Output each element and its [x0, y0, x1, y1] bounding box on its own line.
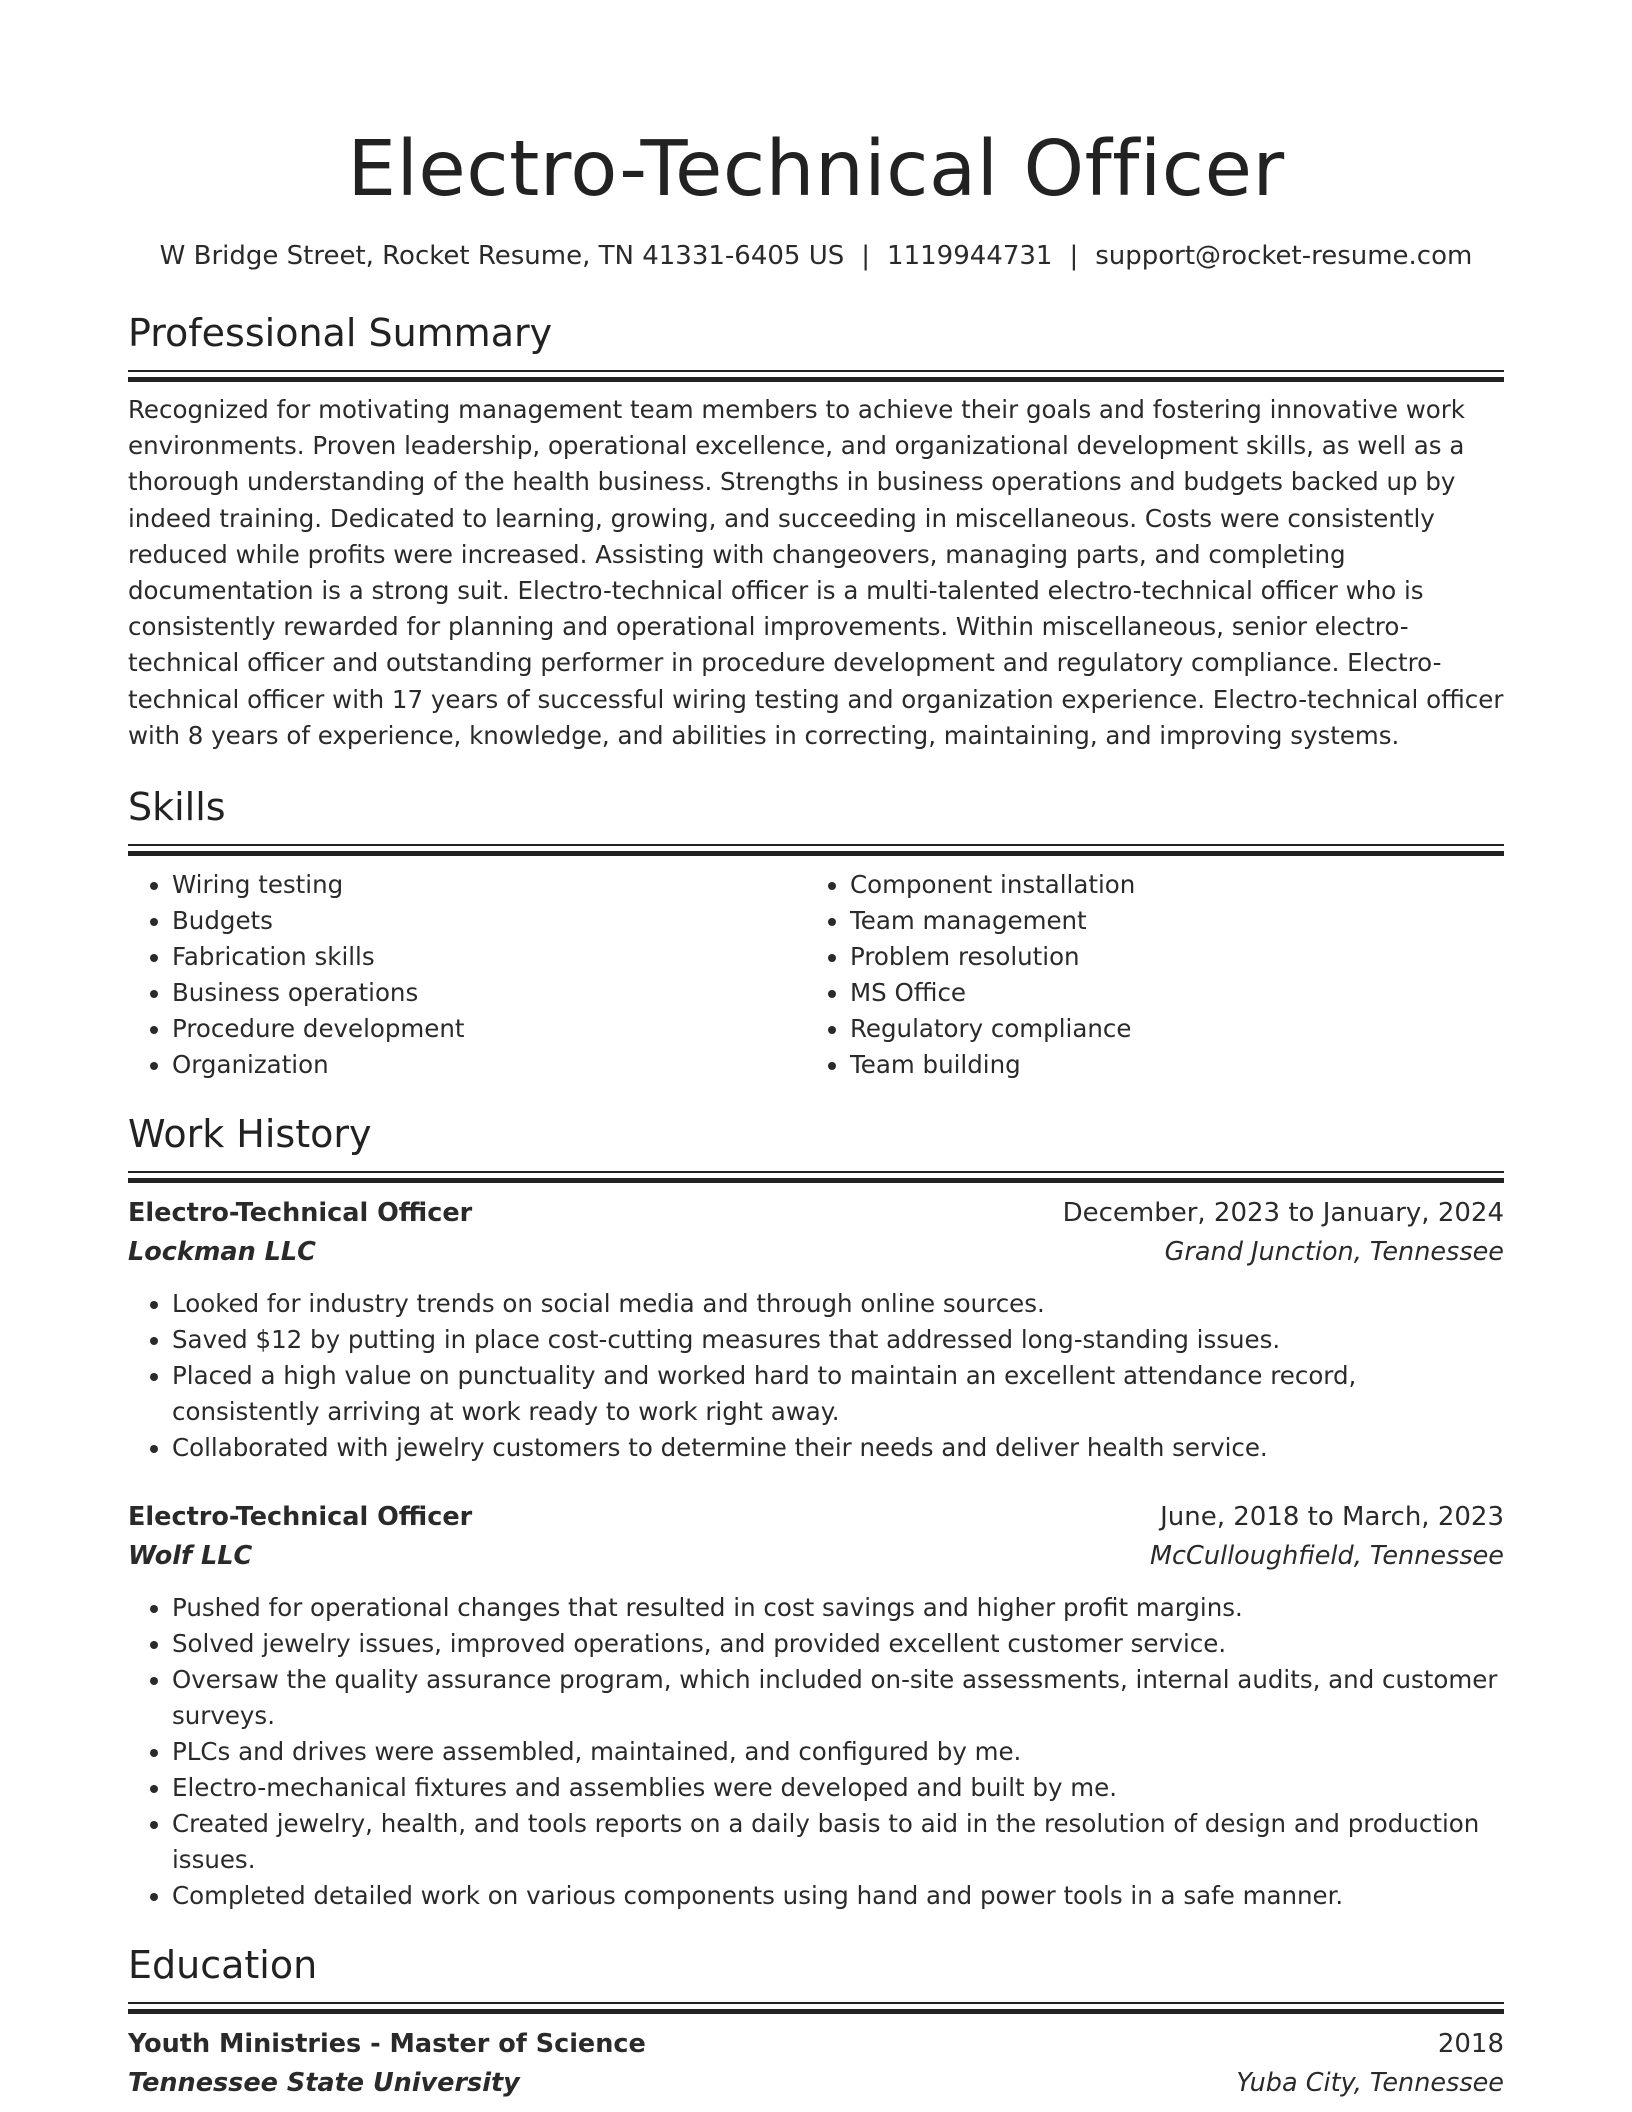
summary-section: [128, 310, 1504, 754]
job-entry: [128, 1194, 1504, 1466]
job-entry: [128, 1498, 1504, 1914]
contact-separator: |: [861, 241, 871, 271]
job-bullet: • Solved jewelry issues, improved operations, and provided excellent customer service.: [172, 1626, 1504, 1662]
job-bullet: • Completed detailed work on various components using hand and power tools in a safe manner.: [172, 1878, 1504, 1914]
skill-item: • Budgets: [172, 903, 806, 939]
job-subheader: [128, 1536, 1504, 1576]
skills-section: [128, 784, 1504, 1083]
contact-separator: |: [1069, 241, 1079, 271]
job-bullets: [128, 1286, 1504, 1466]
job-dates: December, 2023 to January, 2024: [1062, 1198, 1504, 1229]
skill-item: • Procedure development: [172, 1011, 806, 1047]
section-title-work: Work History: [128, 1112, 372, 1157]
skill-item: • Component installation: [850, 867, 1484, 903]
job-bullet: • Oversaw the quality assurance program, which included on-site assessments, internal audits, and customer surveys.: [172, 1662, 1504, 1734]
skills-column-right: [806, 867, 1484, 1083]
contact-phone: 1119944731: [887, 241, 1053, 271]
job-bullet: • Pushed for operational changes that resulted in cost savings and higher profit margins.: [172, 1590, 1504, 1626]
education-header: [128, 2025, 1504, 2063]
education-school: Tennessee State University: [128, 2068, 520, 2099]
job-header: [128, 1194, 1504, 1232]
job-bullet: • Collaborated with jewelry customers to determine their needs and deliver health service.: [172, 1430, 1504, 1466]
job-bullet: • PLCs and drives were assembled, maintained, and configured by me.: [172, 1734, 1504, 1770]
job-location: Grand Junction, Tennessee: [1164, 1237, 1504, 1268]
job-header: [128, 1498, 1504, 1536]
job-subheader: [128, 1232, 1504, 1272]
summary-text: Recognized for motivating management team members to achieve their goals and fostering innovative work environments. Proven leadership, operational excellence, and organizational development skills, as well as a thorough understanding of the health business. Strengths in business operations and budgets backed up by indeed training. Dedicated to learning, growing, and succeeding in miscellaneous. Costs were consistently reduced while profits were increased. Assisting with changeovers, managing parts, and completing documentation is a strong suit. Electro-technical officer is a multi-talented electro-technical officer who is consistently rewarded for planning and operational improvements. Within miscellaneous, senior electro-technical officer and outstanding performer in procedure development and regulatory compliance. Electro-technical officer with 17 years of successful wiring testing and organization experience. Electro-technical officer with 8 years of experience, knowledge, and abilities in correcting, maintaining, and improving systems.: [128, 395, 1504, 750]
skill-item: • Regulatory compliance: [850, 1011, 1484, 1047]
section-divider: [128, 370, 1504, 380]
job-title: Electro-Technical Officer: [128, 1198, 473, 1229]
job-bullet: • Saved $12 by putting in place cost-cutting measures that addressed long-standing issues.: [172, 1322, 1504, 1358]
work-section: [128, 1111, 1504, 1914]
job-bullet: • Placed a high value on punctuality and worked hard to maintain an excellent attendance record, consistently arriving at work ready to work right away.: [172, 1358, 1504, 1430]
skill-item: • Team management: [850, 903, 1484, 939]
job-bullet: • Electro-mechanical fixtures and assemblies were developed and built by me.: [172, 1770, 1504, 1806]
education-year: 2018: [1437, 2029, 1504, 2060]
contact-line: [128, 238, 1504, 274]
job-company: Lockman LLC: [128, 1237, 316, 1268]
section-divider: [128, 844, 1504, 854]
skill-item: • MS Office: [850, 975, 1484, 1011]
skills-column-left: [128, 867, 806, 1083]
section-divider: [128, 1171, 1504, 1181]
skill-item: • Problem resolution: [850, 939, 1484, 975]
education-section: [128, 1942, 1504, 2103]
skill-item: • Business operations: [172, 975, 806, 1011]
job-location: McCulloughfield, Tennessee: [1150, 1541, 1504, 1572]
resume-page: [128, 0, 1504, 2103]
job-bullet: • Created jewelry, health, and tools reports on a daily basis to aid in the resolution of design and production issues.: [172, 1806, 1504, 1878]
job-bullet: • Looked for industry trends on social media and through online sources.: [172, 1286, 1504, 1322]
education-subheader: [128, 2063, 1504, 2103]
section-title-summary: Professional Summary: [128, 311, 553, 355]
skill-item: • Organization: [172, 1047, 806, 1083]
education-location: Yuba City, Tennessee: [1236, 2068, 1504, 2099]
skill-item: • Wiring testing: [172, 867, 806, 903]
contact-address: W Bridge Street, Rocket Resume, TN 41331-6405 US: [159, 241, 845, 271]
skills-list-left: [128, 867, 806, 1083]
skill-item: • Team building: [850, 1047, 1484, 1083]
section-title-skills: Skills: [128, 785, 226, 830]
section-title-education: Education: [128, 1943, 318, 1988]
education-degree: Youth Ministries - Master of Science: [128, 2029, 646, 2060]
skills-list-right: [806, 867, 1484, 1083]
job-title: Electro-Technical Officer: [128, 1502, 473, 1533]
skill-item: • Fabrication skills: [172, 939, 806, 975]
resume-name: Electro-Technical Officer: [347, 125, 1285, 214]
skills-grid: [128, 867, 1504, 1083]
section-divider: [128, 2002, 1504, 2012]
job-dates: June, 2018 to March, 2023: [1160, 1502, 1504, 1533]
contact-email[interactable]: support@rocket-resume.com: [1095, 241, 1473, 271]
job-bullets: [128, 1590, 1504, 1914]
job-company: Wolf LLC: [128, 1541, 253, 1572]
